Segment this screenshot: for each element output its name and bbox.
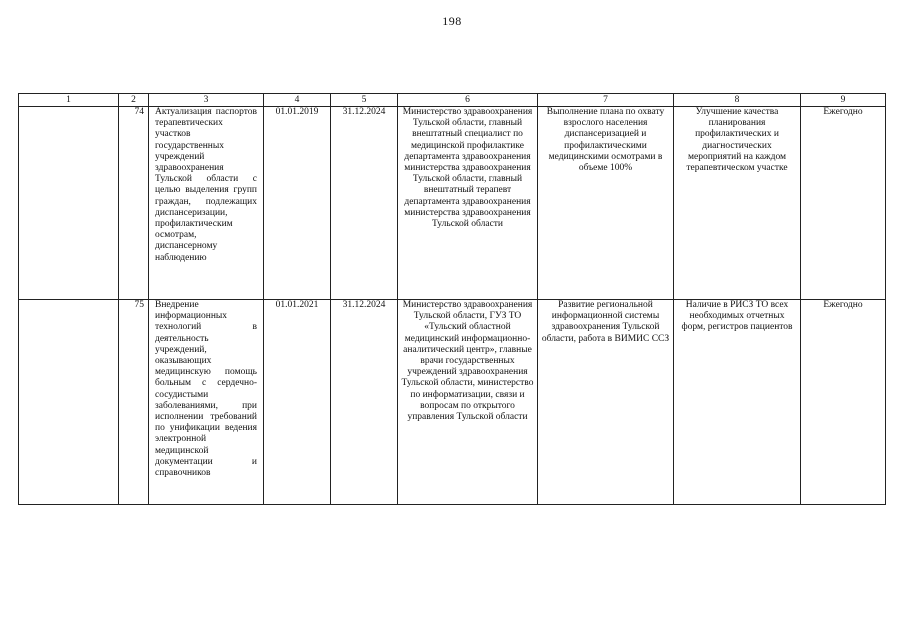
header-col-5: 5 bbox=[331, 94, 398, 107]
start-date-cell: 01.01.2021 bbox=[264, 300, 331, 505]
responsible-cell: Министерство здравоохранения Тульской области, главный внештатный специалист по медицинской профилактике департамента здравоохранения министерства здравоохранения Тульской области, главный внештатный терапевт департамента здравоохранения министерства здравоохранения Тульской области bbox=[398, 107, 538, 300]
table-row bbox=[19, 300, 886, 505]
header-col-1: 1 bbox=[19, 94, 119, 107]
table-row bbox=[19, 107, 886, 300]
start-date-cell: 01.01.2019 bbox=[264, 107, 331, 300]
header-col-6: 6 bbox=[398, 94, 538, 107]
row-number: 74 bbox=[119, 107, 149, 300]
header-row bbox=[19, 94, 886, 107]
result-cell: Улучшение качества планирования профилактических и диагностических мероприятий на каждом терапевтическом участке bbox=[674, 107, 801, 300]
responsible-cell: Министерство здравоохранения Тульской области, ГУЗ ТО «Тульский областной медицинский информационно-аналитический центр», главные врачи государственных учреждений здравоохранения Тульской области, министерство по информатизации, связи и вопросам по открытого управления Тульской области bbox=[398, 300, 538, 505]
cell-col1 bbox=[19, 107, 119, 300]
header-col-8: 8 bbox=[674, 94, 801, 107]
period-cell: Ежегодно bbox=[801, 107, 886, 300]
result-cell: Наличие в РИСЗ ТО всех необходимых отчетных форм, регистров пациентов bbox=[674, 300, 801, 505]
period-cell: Ежегодно bbox=[801, 300, 886, 505]
header-col-2: 2 bbox=[119, 94, 149, 107]
measures-table bbox=[18, 93, 886, 505]
page-number: 198 bbox=[442, 14, 462, 28]
header-col-3: 3 bbox=[149, 94, 264, 107]
cell-col1 bbox=[19, 300, 119, 505]
header-col-4: 4 bbox=[264, 94, 331, 107]
indicator-cell: Развитие региональной информационной системы здравоохранения Тульской области, работа в ВИМИС ССЗ bbox=[538, 300, 674, 505]
end-date-cell: 31.12.2024 bbox=[331, 107, 398, 300]
header-col-9: 9 bbox=[801, 94, 886, 107]
end-date-cell: 31.12.2024 bbox=[331, 300, 398, 505]
header-col-7: 7 bbox=[538, 94, 674, 107]
indicator-cell: Выполнение плана по охвату взрослого населения диспансеризацией и профилактическими медицинскими осмотрами в объеме 100% bbox=[538, 107, 674, 300]
task-cell: Актуализация паспортов терапевтических участков государственных учреждений здравоохранения Тульской области с целью выделения групп граждан, подлежащих диспансеризации, профилактическим осмотрам, диспансерному наблюдению bbox=[149, 107, 264, 300]
task-cell: Внедрение информационных технологий в деятельность учреждений, оказывающих медицинскую помощь больным с сердечно-сосудистыми заболеваниями, при исполнении требований по унификации ведения электронной медицинской документации и справочников bbox=[149, 300, 264, 505]
row-number: 75 bbox=[119, 300, 149, 505]
